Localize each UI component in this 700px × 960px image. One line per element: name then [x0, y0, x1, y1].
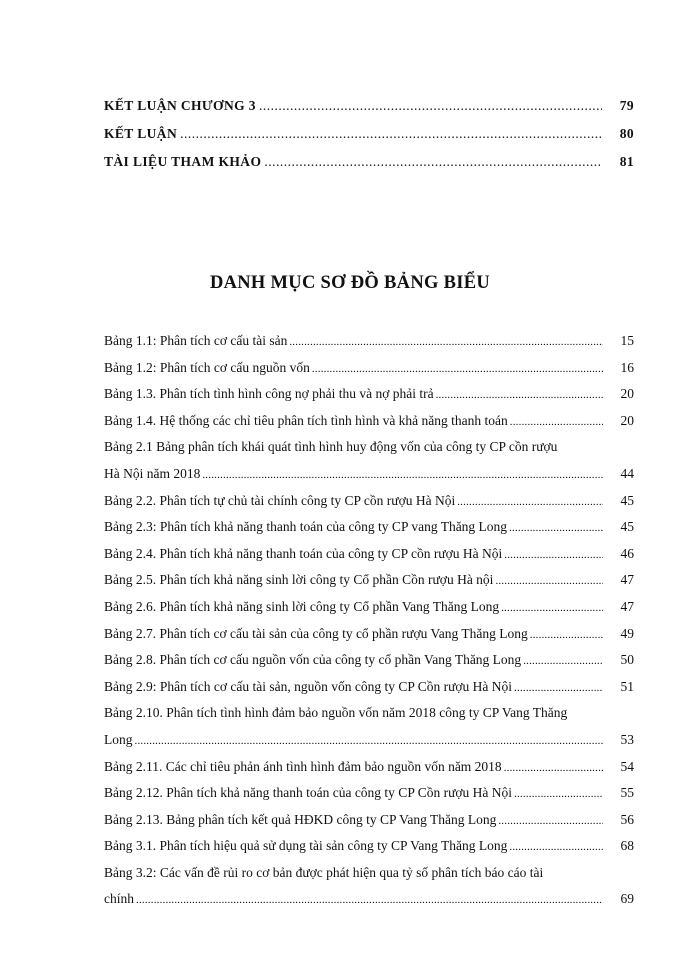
entry-first-line[interactable]: Bảng 2.10. Phân tích tình hình đảm bảo nguồn vốn năm 2018 công ty CP Vang Thăng	[104, 705, 568, 721]
entry-page: 44	[620, 465, 634, 481]
entry-page: 15	[620, 333, 634, 348]
list-entry[interactable]	[104, 886, 634, 913]
dot-leader	[136, 887, 603, 914]
list-title: DANH MỤC SƠ ĐỒ BẢNG BIỂU	[209, 273, 491, 293]
entry-page: 46	[620, 545, 634, 561]
list-entry[interactable]	[104, 647, 634, 674]
entry-label: Hà Nội năm 2018	[104, 465, 201, 481]
dot-leader	[289, 329, 603, 356]
dot-leader	[523, 648, 603, 675]
entry-page: 45	[620, 519, 634, 535]
dot-leader	[514, 781, 603, 808]
list-entry[interactable]	[104, 408, 634, 435]
list-entry[interactable]	[104, 833, 634, 860]
entry-page: 55	[620, 785, 634, 801]
list-entry[interactable]	[104, 780, 634, 807]
entry-label: Bảng 2.11. Các chỉ tiêu phản ánh tình hình đảm bảo nguồn vốn năm 2018	[104, 758, 502, 774]
list-entry[interactable]	[104, 594, 634, 621]
entry-label: Bảng 3.1. Phân tích hiệu quả sử dụng tài sản công ty CP Vang Thăng Long	[104, 838, 508, 854]
list-entry[interactable]	[104, 355, 634, 382]
entry-first-line[interactable]: Bảng 3.2: Các vấn đề rủi ro cơ bản được phát hiện qua tỷ số phân tích báo cáo tài	[104, 864, 544, 880]
toc-entry[interactable]	[104, 98, 634, 126]
entry-page: 20	[620, 412, 634, 428]
list-entry[interactable]	[104, 461, 634, 488]
entry-page: 68	[620, 838, 634, 854]
entry-page: 47	[620, 572, 634, 588]
toc-entry-label: TÀI LIỆU THAM KHẢO	[104, 154, 262, 169]
toc-entry-page: 80	[619, 126, 634, 141]
entry-page: 16	[620, 359, 634, 375]
entry-label: Bảng 1.1: Phân tích cơ cấu tài sản	[104, 333, 288, 348]
table-list	[104, 328, 634, 913]
entry-label: Bảng 2.12. Phân tích khả năng thanh toán của công ty CP Cồn rượu Hà Nội	[104, 785, 513, 801]
list-entry[interactable]	[104, 807, 634, 834]
dot-leader	[264, 154, 602, 170]
entry-label: Bảng 2.9: Phân tích cơ cấu tài sản, nguồn vốn công ty CP Cồn rượu Hà Nội	[104, 678, 513, 694]
entry-label: Bảng 2.7. Phân tích cơ cấu tài sản của công ty cổ phần rượu Vang Thăng Long	[104, 625, 528, 641]
toc-entry-page: 79	[619, 98, 634, 113]
entry-label: Bảng 2.13. Bảng phân tích kết quả HĐKD công ty CP Vang Thăng Long	[104, 811, 497, 827]
dot-leader	[530, 622, 603, 649]
list-entry[interactable]	[104, 514, 634, 541]
entry-page: 53	[620, 731, 634, 747]
dot-leader	[501, 595, 603, 622]
list-entry[interactable]	[104, 488, 634, 515]
dot-leader	[514, 675, 603, 702]
toc-entry[interactable]	[104, 126, 634, 154]
entry-label: Bảng 1.3. Phân tích tình hình công nợ phải thu và nợ phải trả	[104, 386, 434, 402]
dot-leader	[498, 808, 603, 835]
entry-page: 45	[620, 492, 634, 508]
entry-page: 47	[620, 598, 634, 614]
dot-leader	[509, 515, 603, 542]
toc-section	[104, 98, 634, 182]
entry-label: Bảng 1.4. Hệ thống các chỉ tiêu phân tích tình hình và khả năng thanh toán	[104, 412, 508, 428]
list-entry[interactable]	[104, 381, 634, 408]
dot-leader	[259, 98, 602, 114]
entry-page: 69	[620, 891, 634, 907]
entry-page: 54	[620, 758, 634, 774]
toc-entry-page: 81	[619, 154, 634, 169]
list-entry[interactable]	[104, 754, 634, 781]
toc-entry-label: KẾT LUẬN	[104, 126, 178, 141]
entry-label: Bảng 2.6. Phân tích khả năng sinh lời công ty Cổ phần Vang Thăng Long	[104, 598, 500, 614]
dot-leader	[436, 382, 603, 409]
entry-page: 20	[620, 386, 634, 402]
list-entry[interactable]	[104, 328, 634, 355]
list-entry[interactable]	[104, 674, 634, 701]
dot-leader	[202, 462, 603, 489]
dot-leader	[509, 834, 603, 861]
dot-leader	[510, 409, 603, 436]
entry-first-line[interactable]: Bảng 2.1 Bảng phân tích khái quát tình hình huy động vốn của công ty CP cồn rượu	[104, 439, 558, 455]
toc-entry[interactable]	[104, 154, 634, 182]
dot-leader	[504, 542, 603, 569]
toc-entry-label: KẾT LUẬN CHƯƠNG 3	[104, 98, 256, 113]
entry-page: 51	[620, 678, 634, 694]
entry-label: Bảng 2.5. Phân tích khả năng sinh lời công ty Cổ phần Cồn rượu Hà nội	[104, 572, 494, 588]
entry-label: Long	[104, 731, 133, 747]
dot-leader	[495, 568, 603, 595]
dot-leader	[180, 126, 602, 142]
entry-label: chính	[104, 891, 134, 907]
entry-label: Bảng 2.4. Phân tích khả năng thanh toán của công ty CP cồn rượu Hà Nội	[104, 545, 503, 561]
dot-leader	[504, 755, 603, 782]
entry-label: Bảng 2.8. Phân tích cơ cấu nguồn vốn của công ty cổ phần Vang Thăng Long	[104, 652, 522, 668]
entry-page: 49	[620, 625, 634, 641]
dot-leader	[135, 728, 604, 755]
list-entry[interactable]	[104, 567, 634, 594]
dot-leader	[457, 489, 603, 516]
list-entry[interactable]	[104, 621, 634, 648]
dot-leader	[312, 356, 603, 383]
entry-label: Bảng 1.2: Phân tích cơ cấu nguồn vốn	[104, 359, 310, 375]
list-entry[interactable]	[104, 727, 634, 754]
list-entry[interactable]	[104, 541, 634, 568]
entry-label: Bảng 2.3: Phân tích khả năng thanh toán của công ty CP vang Thăng Long	[104, 519, 508, 535]
entry-label: Bảng 2.2. Phân tích tự chủ tài chính công ty CP cồn rượu Hà Nội	[104, 492, 456, 508]
entry-page: 56	[620, 811, 634, 827]
entry-page: 50	[620, 652, 634, 668]
